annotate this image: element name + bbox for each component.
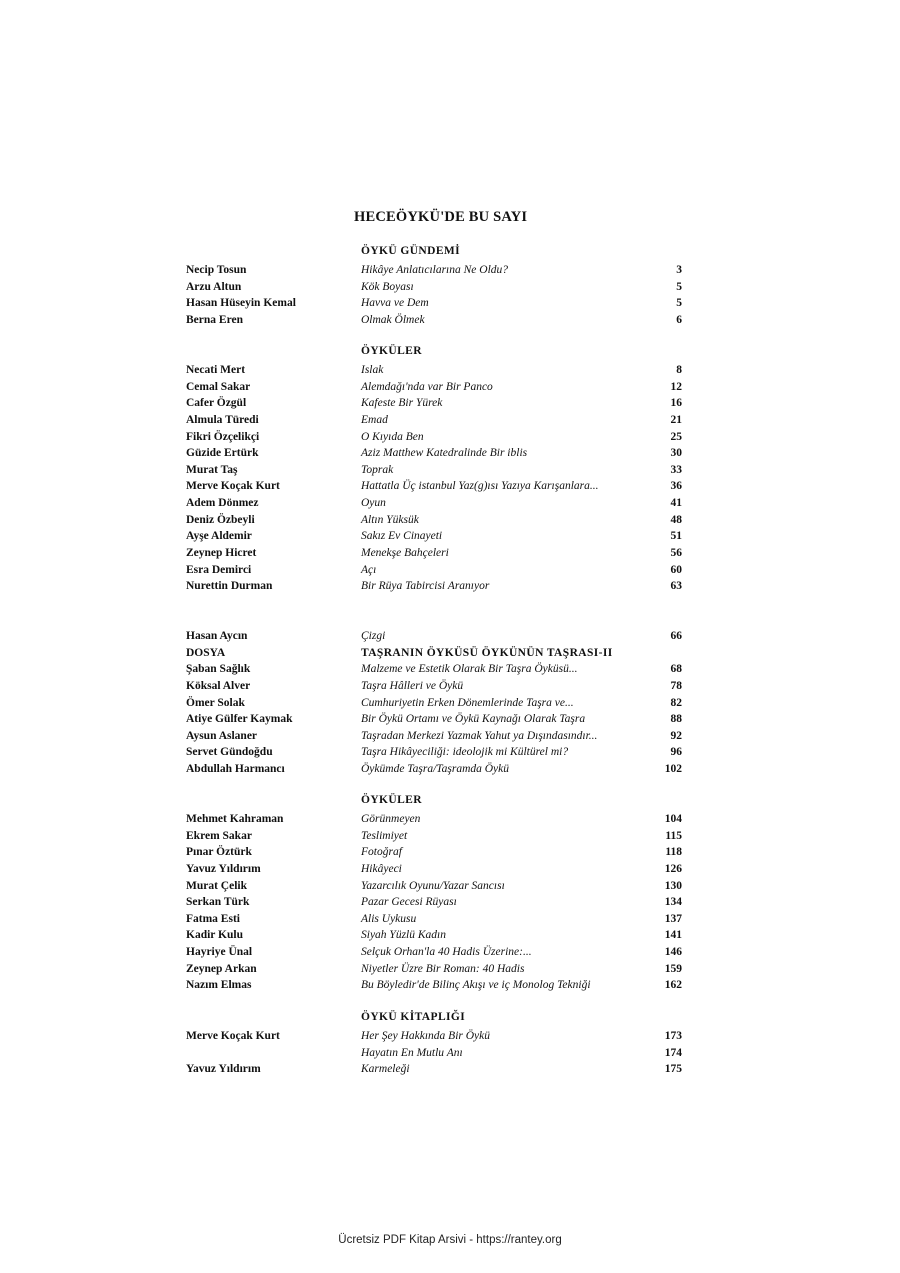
entry-title: Öykümde Taşra/Taşramda Öykü [361, 763, 510, 776]
entry-page-number: 115 [665, 829, 682, 842]
entry-page-number: 102 [664, 763, 682, 776]
entry-author: Atiye Gülfer Kaymak [186, 713, 293, 726]
toc-entry [0, 578, 900, 594]
entry-page-number: 130 [664, 879, 682, 892]
toc-entry [0, 911, 900, 927]
entry-page-number: 66 [670, 630, 682, 642]
toc-entry [0, 545, 900, 561]
entry-author: Fatma Esti [186, 912, 240, 925]
entry-page-number: 8 [676, 364, 682, 376]
entry-page-number: 12 [670, 380, 682, 393]
entry-author: Hasan Aycın [186, 630, 248, 642]
entry-page-number: 141 [664, 929, 682, 942]
entry-page-number: 5 [676, 280, 682, 293]
entry-title: Bir Rüya Tabircisi Aranıyor [361, 580, 490, 593]
toc-entry [0, 395, 900, 411]
entry-title: Hikâyeci [361, 862, 402, 875]
entry-title: Taşradan Merkezi Yazmak Yahut ya Dışındasındır... [361, 729, 598, 742]
entry-author: Güzide Ertürk [186, 447, 259, 460]
entry-page-number: 5 [676, 297, 682, 310]
entry-page-number: 21 [670, 413, 682, 426]
entry-page-number: 78 [670, 679, 682, 692]
toc-entry [0, 927, 900, 943]
entry-title: Pazar Gecesi Rüyası [361, 896, 457, 909]
entry-page-number: 51 [670, 530, 682, 543]
entry-title: Her Şey Hakkında Bir Öykü [361, 1030, 491, 1042]
entry-author: Arzu Altun [186, 280, 242, 293]
entry-title: Bu Böyledir'de Bilinç Akışı ve iç Monolog Tekniği [361, 979, 591, 992]
entry-title: Emad [361, 413, 388, 426]
footer-text: Ücretsiz PDF Kitap Arsivi - https://rantey.org [338, 1234, 562, 1246]
toc-entry [0, 1061, 900, 1077]
entry-author: Ömer Solak [186, 696, 245, 709]
toc-entry [0, 944, 900, 960]
entry-author: Ekrem Sakar [186, 829, 252, 842]
entry-page-number: 137 [664, 912, 682, 925]
toc-entry [0, 811, 900, 827]
entry-page-number: 68 [670, 663, 682, 676]
entry-title: Kök Boyası [361, 280, 414, 293]
toc-entry [0, 562, 900, 578]
entry-page-number: 174 [664, 1046, 682, 1059]
entry-author: Nurettin Durman [186, 580, 273, 593]
entry-title: Karmeleği [361, 1063, 410, 1076]
toc-entry [0, 844, 900, 860]
entry-title: Olmak Ölmek [361, 313, 425, 326]
entry-page-number: 48 [670, 513, 682, 526]
toc-entry [0, 528, 900, 544]
entry-title: O Kıyıda Ben [361, 430, 424, 443]
entry-page-number: 146 [664, 946, 682, 959]
entry-author: Merve Koçak Kurt [186, 480, 280, 493]
section-heading: ÖYKÜLER [361, 794, 422, 806]
toc-entry [0, 878, 900, 894]
entry-author: Necati Mert [186, 364, 246, 376]
entry-page-number: 63 [670, 580, 682, 593]
section-heading: ÖYKÜLER [361, 345, 422, 357]
entry-page-number: 30 [670, 447, 682, 460]
section-heading: ÖYKÜ KİTAPLIĞI [361, 1011, 466, 1023]
entry-title: Malzeme ve Estetik Olarak Bir Taşra Öyküsü... [361, 663, 578, 676]
entry-title: Niyetler Üzre Bir Roman: 40 Hadis [361, 962, 525, 975]
entry-title: Cumhuriyetin Erken Dönemlerinde Taşra ve... [361, 696, 574, 709]
toc-entry [0, 894, 900, 910]
section-heading: ÖYKÜ GÜNDEMİ [361, 245, 461, 257]
entry-page-number: 104 [664, 813, 682, 825]
entry-author: Hayriye Ünal [186, 946, 253, 959]
toc-entry [0, 628, 900, 644]
toc-entry [0, 429, 900, 445]
toc-entry [0, 312, 900, 328]
toc-entry [0, 295, 900, 311]
entry-title: Selçuk Orhan'la 40 Hadis Üzerine:... [361, 946, 532, 959]
entry-author: Cemal Sakar [186, 380, 251, 393]
entry-author: Mehmet Kahraman [186, 813, 284, 825]
entry-author: Fikri Özçelikçi [186, 430, 260, 443]
toc-entry [0, 744, 900, 760]
toc-entry [0, 445, 900, 461]
entry-page-number: 173 [664, 1030, 682, 1042]
entry-title: TAŞRANIN ÖYKÜSÜ ÖYKÜNÜN TAŞRASI-II [361, 646, 613, 659]
entry-page-number: 6 [676, 313, 682, 326]
entry-title: Menekşe Bahçeleri [361, 546, 449, 559]
entry-author: DOSYA [186, 646, 226, 659]
entry-page-number: 88 [670, 713, 682, 726]
entry-author: Esra Demirci [186, 563, 252, 576]
entry-author: Nazım Elmas [186, 979, 252, 992]
entry-page-number: 126 [664, 862, 682, 875]
entry-title: Çizgi [361, 630, 386, 642]
entry-page-number: 41 [670, 497, 682, 510]
toc-entry [0, 279, 900, 295]
entry-author: Zeynep Hicret [186, 546, 257, 559]
entry-title: Altın Yüksük [361, 513, 419, 526]
toc-entry [0, 462, 900, 478]
entry-author: Şaban Sağlık [186, 663, 251, 676]
entry-author: Serkan Türk [186, 896, 250, 909]
toc-entry [0, 512, 900, 528]
entry-title: Bir Öykü Ortamı ve Öykü Kaynağı Olarak Taşra [361, 713, 586, 726]
toc-entry [0, 761, 900, 777]
entry-author: Merve Koçak Kurt [186, 1030, 280, 1042]
entry-page-number: 56 [670, 546, 682, 559]
entry-author: Deniz Özbeyli [186, 513, 255, 526]
entry-author: Ayşe Aldemir [186, 530, 252, 543]
entry-author: Kadir Kulu [186, 929, 243, 942]
entry-title: Toprak [361, 463, 394, 476]
entry-title: Siyah Yüzlü Kadın [361, 929, 446, 942]
toc-entry [0, 495, 900, 511]
entry-page-number: 33 [670, 463, 682, 476]
toc-entry [0, 861, 900, 877]
entry-author: Yavuz Yıldırım [186, 1063, 261, 1076]
entry-page-number: 25 [670, 430, 682, 443]
toc-entry [0, 478, 900, 494]
entry-page-number: 159 [664, 962, 682, 975]
entry-title: Teslimiyet [361, 829, 408, 842]
entry-page-number: 175 [664, 1063, 682, 1076]
entry-title: Oyun [361, 497, 386, 510]
entry-title: Sakız Ev Cinayeti [361, 530, 443, 543]
entry-title: Hayatın En Mutlu Anı [361, 1046, 463, 1059]
entry-title: Görünmeyen [361, 813, 421, 825]
toc-entry [0, 828, 900, 844]
entry-title: Hikâye Anlatıcılarına Ne Oldu? [361, 264, 509, 276]
entry-page-number: 60 [670, 563, 682, 576]
entry-author: Abdullah Harmancı [186, 763, 285, 776]
entry-author: Pınar Öztürk [186, 846, 252, 859]
entry-page-number: 82 [670, 696, 682, 709]
entry-title: Taşra Hikâyeciliği: ideolojik mi Kültürel mi? [361, 746, 569, 759]
entry-author: Almula Türedi [186, 413, 259, 426]
entry-title: Taşra Hâlleri ve Öykü [361, 679, 464, 692]
toc-entry [0, 678, 900, 694]
entry-author: Köksal Alver [186, 679, 251, 692]
entry-page-number: 134 [664, 896, 682, 909]
entry-title: Fotoğraf [361, 846, 402, 859]
toc-entry [0, 1028, 900, 1044]
entry-title: Alis Uykusu [361, 912, 417, 925]
entry-title: Aziz Matthew Katedralinde Bir iblis [361, 447, 528, 460]
toc-entry [0, 711, 900, 727]
entry-author: Adem Dönmez [186, 497, 259, 510]
entry-title: Kafeste Bir Yürek [361, 397, 443, 410]
entry-title: Yazarcılık Oyunu/Yazar Sancısı [361, 879, 505, 892]
toc-entry [0, 728, 900, 744]
entry-title: Alemdağı'nda var Bir Panco [361, 380, 493, 393]
toc-entry [0, 645, 900, 661]
entry-page-number: 92 [670, 729, 682, 742]
entry-title: Hattatla Üç istanbul Yaz(g)ısı Yazıya Karışanlara... [361, 480, 599, 493]
entry-title: Açı [361, 563, 377, 576]
entry-page-number: 3 [676, 264, 682, 276]
entry-author: Zeynep Arkan [186, 962, 257, 975]
toc-entry [0, 977, 900, 993]
toc-entry [0, 412, 900, 428]
entry-author: Yavuz Yıldırım [186, 862, 261, 875]
entry-page-number: 118 [665, 846, 682, 859]
entry-author: Murat Çelik [186, 879, 248, 892]
toc-entry [0, 695, 900, 711]
entry-page-number: 96 [670, 746, 682, 759]
entry-author: Aysun Aslaner [186, 729, 258, 742]
entry-page-number: 162 [664, 979, 682, 992]
entry-author: Necip Tosun [186, 264, 247, 276]
entry-author: Cafer Özgül [186, 397, 247, 410]
entry-page-number: 16 [670, 397, 682, 410]
toc-entry [0, 379, 900, 395]
toc-entry [0, 661, 900, 677]
entry-author: Berna Eren [186, 313, 243, 326]
entry-title: Islak [361, 364, 384, 376]
toc-entry [0, 362, 900, 378]
entry-author: Servet Gündoğdu [186, 746, 273, 759]
entry-title: Havva ve Dem [361, 297, 429, 310]
entry-author: Hasan Hüseyin Kemal [186, 297, 296, 310]
toc-entry [0, 1045, 900, 1061]
entry-page-number: 36 [670, 480, 682, 493]
entry-author: Murat Taş [186, 463, 238, 476]
page-title: HECEÖYKÜ'DE BU SAYI [354, 209, 528, 225]
toc-entry [0, 262, 900, 278]
toc-entry [0, 961, 900, 977]
